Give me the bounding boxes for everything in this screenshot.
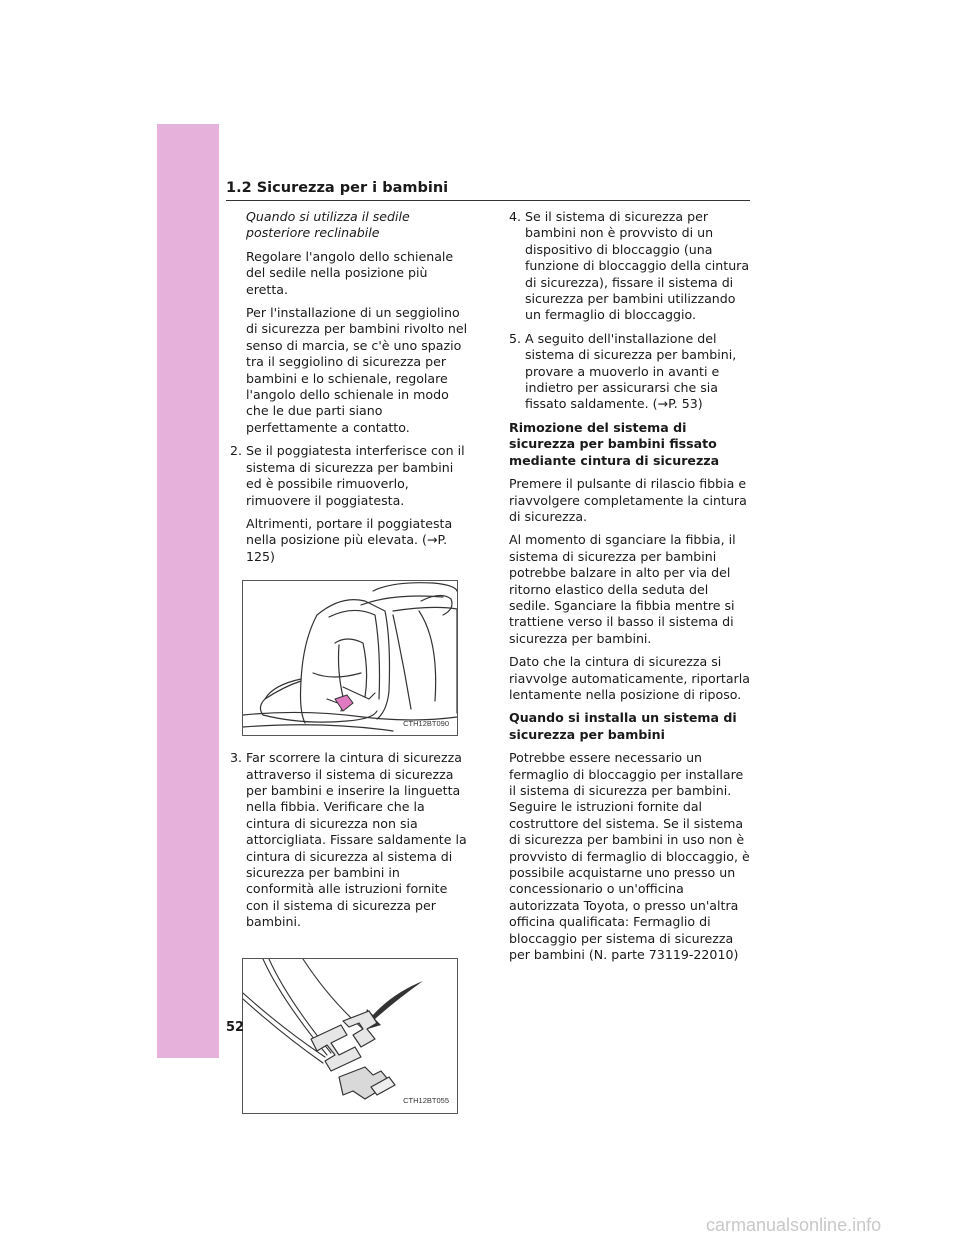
numbered-step-2 — [230, 443, 470, 509]
numbered-step-4 — [509, 209, 753, 324]
paragraph: Altrimenti, portare il poggiatesta nella posizione più elevata. (→P. 125) — [246, 515, 453, 564]
step-number: 2. — [230, 443, 243, 459]
step-number: 4. — [509, 209, 522, 224]
footer-watermark-url: carmanualsonline.info — [706, 1215, 882, 1235]
subheading: Quando si installa un sistema di sicurezza per bambini — [509, 710, 737, 742]
subheading: Rimozione del sistema di sicurezza per bambini fissato mediante cintura di sicurezza — [509, 419, 720, 468]
numbered-step-3 — [230, 750, 470, 930]
paragraph: Premere il pulsante di rilascio fibbia e riavvolgere completamente la cintura di sicurezza. — [509, 476, 747, 524]
paragraph: Dato che la cintura di sicurezza si riavvolge automaticamente, riportarla lentamente nella posizione di riposo. — [509, 654, 750, 702]
paragraph: Regolare l'angolo dello schienale del sedile nella posizione più eretta. — [246, 248, 454, 297]
locking-clip-illustration — [243, 959, 457, 1113]
italic-subheading: Quando si utilizza il sedile posteriore reclinabile — [246, 209, 410, 241]
buckle-highlight — [335, 695, 353, 711]
left-column — [230, 209, 470, 1114]
step-number: 5. — [509, 330, 522, 346]
step-number: 3. — [230, 750, 243, 766]
paragraph: Al momento di sganciare la fibbia, il sistema di sicurezza per bambini potrebbe balzare in alto per via del ritorno elastico della seduta del sedile. Sganciare la fibbia mentre si trattiene verso il basso il sistema di sicurezza per bambini. — [509, 532, 736, 646]
child-seat-illustration — [243, 581, 457, 735]
paragraph: Potrebbe essere necessario un fermaglio di bloccaggio per installare il sistema di sicurezza per bambini. Seguire le istruzioni fornite dal costruttore del sistema. Se il sistema di sicurezza per bambini in uso non è provvisto di fermaglio di bloccaggio, è possibile acquistarne uno presso un concessionario o un'officina autorizzata Toyota, o presso un'altra officina qualificata: Fermaglio di bloccaggio per sistema di sicurezza per bambini (N. parte 73119-22010) — [509, 750, 750, 963]
locking-clip-figure — [242, 958, 458, 1114]
step-text: Far scorrere la cintura di sicurezza attraverso il sistema di sicurezza per bambini e inserire la linguetta nella fibbia. Verificare che la cintura di sicurezza non sia attorcigliata. Fissare saldamente la cintura di sicurezza al sistema di sicurezza per bambini in conformità alle istruzioni fornite con il sistema di sicurezza per bambini. — [246, 750, 467, 930]
numbered-step-5 — [509, 331, 753, 413]
step-text: Se il poggiatesta interferisce con il sistema di sicurezza per bambini ed è possibile rimuoverlo, rimuovere il poggiatesta. — [246, 443, 465, 508]
step-text: Se il sistema di sicurezza per bambini non è provvisto di un dispositivo di bloccaggio (una funzione di bloccaggio della cintura di sicurezza), fissare il sistema di sicurezza per bambini utilizzando un fermaglio di bloccaggio. — [525, 209, 750, 323]
figure-code: CTH12BT055 — [403, 1096, 449, 1106]
section-header: 1.2 Sicurezza per i bambini — [226, 178, 750, 201]
page-number: 52 — [226, 1020, 245, 1035]
chapter-side-tab — [157, 124, 219, 1058]
right-column — [509, 209, 753, 970]
step-text: A seguito dell'installazione del sistema di sicurezza per bambini, provare a muoverlo in avanti e indietro per assicurarsi che sia fissato saldamente. (→P. 53) — [525, 330, 737, 412]
paragraph: Per l'installazione di un seggiolino di sicurezza per bambini rivolto nel senso di marcia, se c'è uno spazio tra il seggiolino di sicurezza per bambini e lo schienale, regolare l'angolo dello schienale in modo che le due parti siano perfettamente a contatto. — [246, 305, 468, 435]
figure-code: CTH12BT090 — [403, 718, 449, 728]
child-seat-figure — [242, 580, 458, 736]
